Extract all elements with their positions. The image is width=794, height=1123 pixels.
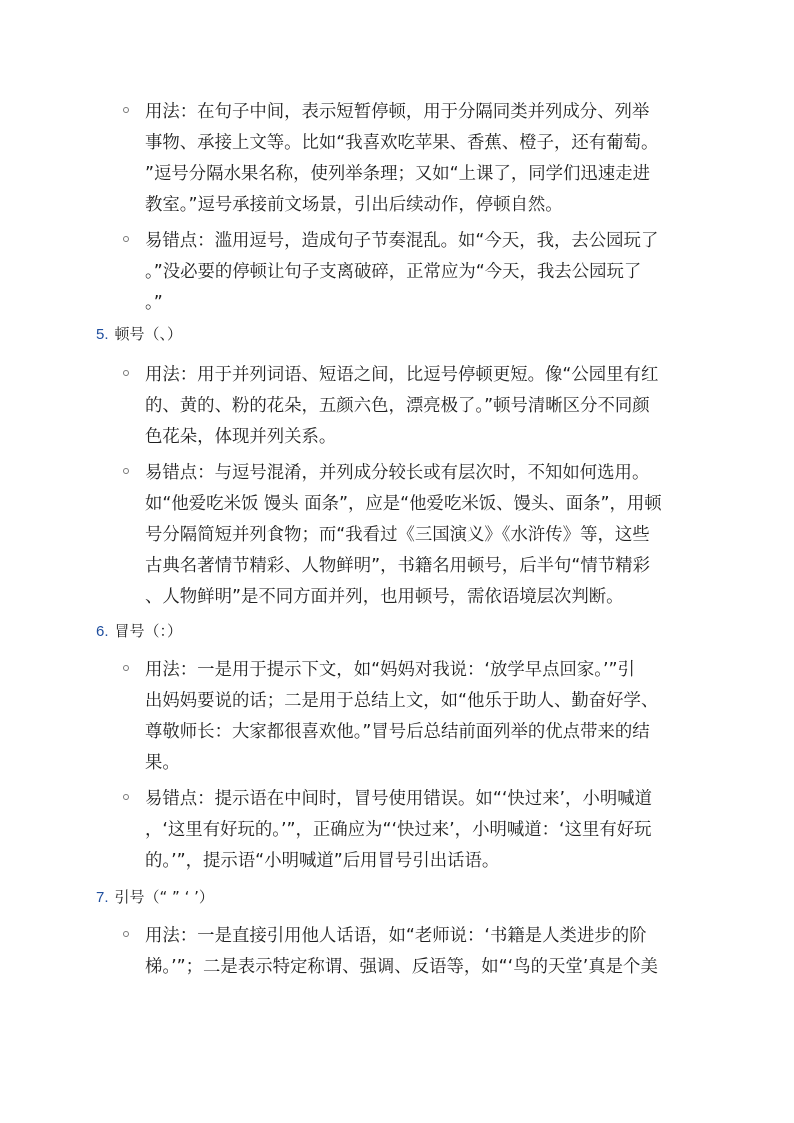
text-line: 色花朵，体现并列关系。 xyxy=(145,427,337,447)
bullet-icon xyxy=(123,794,129,800)
text-line: 的、黄的、粉的花朵，五颜六色，漂亮极了。”顿号清晰区分不同颜 xyxy=(145,396,650,416)
bullet-icon xyxy=(123,931,129,937)
text-line: 号分隔简短并列食物；而“我看过《三国演义》《水浒传》等，这些 xyxy=(145,525,650,545)
section-title: 冒号（：） xyxy=(114,622,183,640)
text-line: 梯。’”；二是表示特定称谓、强调、反语等，如“‘鸟的天堂’真是个美 xyxy=(145,957,658,977)
section-number: 7. xyxy=(96,889,109,906)
text-line: 的。’”，提示语“小明喊道”后用冒号引出话语。 xyxy=(145,851,500,871)
text-line: 尊敬师长：大家都很喜欢他。”冒号后总结前面列举的优点带来的结 xyxy=(145,722,650,742)
text-line: 。” xyxy=(145,293,163,313)
section-number: 5. xyxy=(96,326,109,343)
text-line: 易错点：与逗号混淆，并列成分较长或有层次时，不知如何选用。 xyxy=(145,463,650,483)
text-line: 教室。”逗号承接前文场景，引出后续动作，停顿自然。 xyxy=(145,195,563,215)
section-title: 引号（“ ” ‘ ’） xyxy=(114,888,214,906)
text-line: 出妈妈要说的话；二是用于总结上文，如“他乐于助人、勤奋好学、 xyxy=(145,691,659,711)
text-line: ，‘这里有好玩的。’”，正确应为“‘快过来’，小明喊道：‘这里有好玩 xyxy=(145,820,652,840)
section-title: 顿号（、） xyxy=(114,325,183,343)
text-line: 用法：一是用于提示下文，如“妈妈对我说：‘放学早点回家。’”引 xyxy=(145,660,635,680)
section-heading xyxy=(96,620,182,643)
text-line: 用法：用于并列词语、短语之间，比逗号停顿更短。像“公园里有红 xyxy=(145,365,659,385)
bullet-icon xyxy=(123,665,129,671)
bullet-icon xyxy=(123,468,129,474)
bullet-icon xyxy=(123,236,129,242)
section-number: 6. xyxy=(96,623,109,640)
text-line: 。”没必要的停顿让句子支离破碎，正常应为“今天，我去公园玩了 xyxy=(145,262,642,282)
bullet-icon xyxy=(123,370,129,376)
text-line: 古典名著情节精彩、人物鲜明”，书籍名用顿号，后半句“情节精彩 xyxy=(145,556,650,576)
section-heading xyxy=(96,886,214,909)
text-line: 易错点：提示语在中间时，冒号使用错误。如“‘快过来’，小明喊道 xyxy=(145,789,653,809)
text-line: 用法：在句子中间，表示短暂停顿，用于分隔同类并列成分、列举 xyxy=(145,102,650,122)
text-line: 事物、承接上文等。比如“我喜欢吃苹果、香蕉、橙子，还有葡萄。 xyxy=(145,133,659,153)
text-line: 如“他爱吃米饭 馒头 面条”，应是“他爱吃米饭、馒头、面条”，用顿 xyxy=(145,494,662,514)
text-line: ”逗号分隔水果名称，使列举条理；又如“上课了，同学们迅速走进 xyxy=(145,164,650,184)
bullet-icon xyxy=(123,107,129,113)
text-line: 用法：一是直接引用他人话语，如“老师说：‘书籍是人类进步的阶 xyxy=(145,926,647,946)
text-line: 易错点：滥用逗号，造成句子节奏混乱。如“今天，我，去公园玩了 xyxy=(145,231,659,251)
section-heading xyxy=(96,323,182,346)
text-line: 果。 xyxy=(145,753,180,773)
text-line: 、人物鲜明”是不同方面并列，也用顿号，需依语境层次判断。 xyxy=(145,587,624,607)
